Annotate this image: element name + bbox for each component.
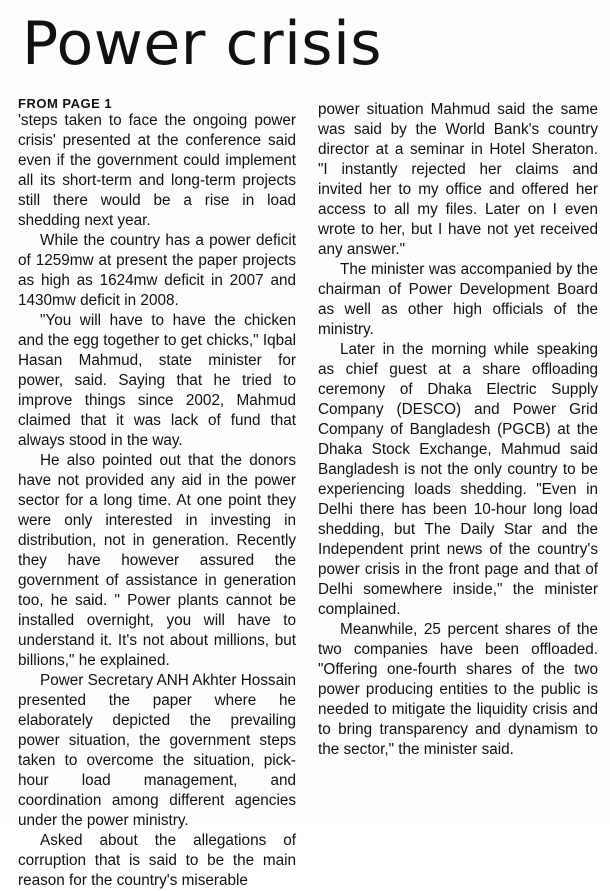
kicker-from-page: FROM PAGE 1 (18, 96, 113, 111)
paragraph: Later in the morning while speaking as chief guest at a share offloading ceremony of Dhaka Electric Supply Company (DESCO) and Power Grid Company of Bangladesh (PGCB) at the Dhaka Stock Exchange, Mahmud said Bangladesh is not the only country to be experiencing loads shedding. "Even in Delhi there has been 10-hour long load shedding, but The Daily Star and the Independent print news of the country's power crisis in the front page and that of Delhi somewhere inside," the minister complained. (318, 341, 598, 618)
article-column-right (318, 100, 598, 760)
paragraph: The minister was accompanied by the chairman of Power Development Board as well as other high officials of the ministry. (318, 261, 598, 338)
headline: Power crisis (22, 9, 382, 79)
paragraph: While the country has a power deficit of 1259mw at present the paper projects as high as 1624mw deficit in 2007 and 1430mw deficit in 2008. (18, 232, 296, 309)
paragraph: He also pointed out that the donors have not provided any aid in the power sector for a long time. At one point they were only interested in investing in distribution, not in generation. Recently they have however assured the government of assistance in generation too, he said. " Power plants cannot be installed overnight, you will have to understand it. It's not about millions, but billions," he explained. (18, 452, 296, 669)
paragraph: power situation Mahmud said the same was said by the World Bank's country director at a seminar in Hotel Sheraton. "I instantly rejected her claims and invited her to my office and offered her access to all my files. Later on I even wrote to her, but I have not yet received any answer." (318, 101, 598, 258)
article-column-left (18, 96, 296, 891)
paragraph: "You will have to have the chicken and the egg together to get chicks," Iqbal Hasan Mahmud, state minister for power, said. Saying that he tried to improve things since 2002, Mahmud claimed that it was lack of fund that always stood in the way. (18, 312, 296, 449)
paragraph: Power Secretary ANH Akhter Hossain presented the paper where he elaborately depicted the prevailing power situation, the government steps taken to overcome the situation, pick-hour load management, and coordination among different agencies under the power ministry. (18, 672, 296, 829)
paragraph: Asked about the allegations of corruption that is said to be the main reason for the country's miserable (18, 832, 296, 889)
paragraph: 'steps taken to face the ongoing power crisis' presented at the conference said even if the government could implement all its short-term and long-term projects still there would be a rise in load shedding next year. (18, 112, 296, 229)
paragraph: Meanwhile, 25 percent shares of the two companies have been offloaded. "Offering one-fourth shares of the two power producing entities to the public is needed to mitigate the liquidity crisis and to bring transparency and dynamism to the sector," the minister said. (318, 621, 598, 758)
